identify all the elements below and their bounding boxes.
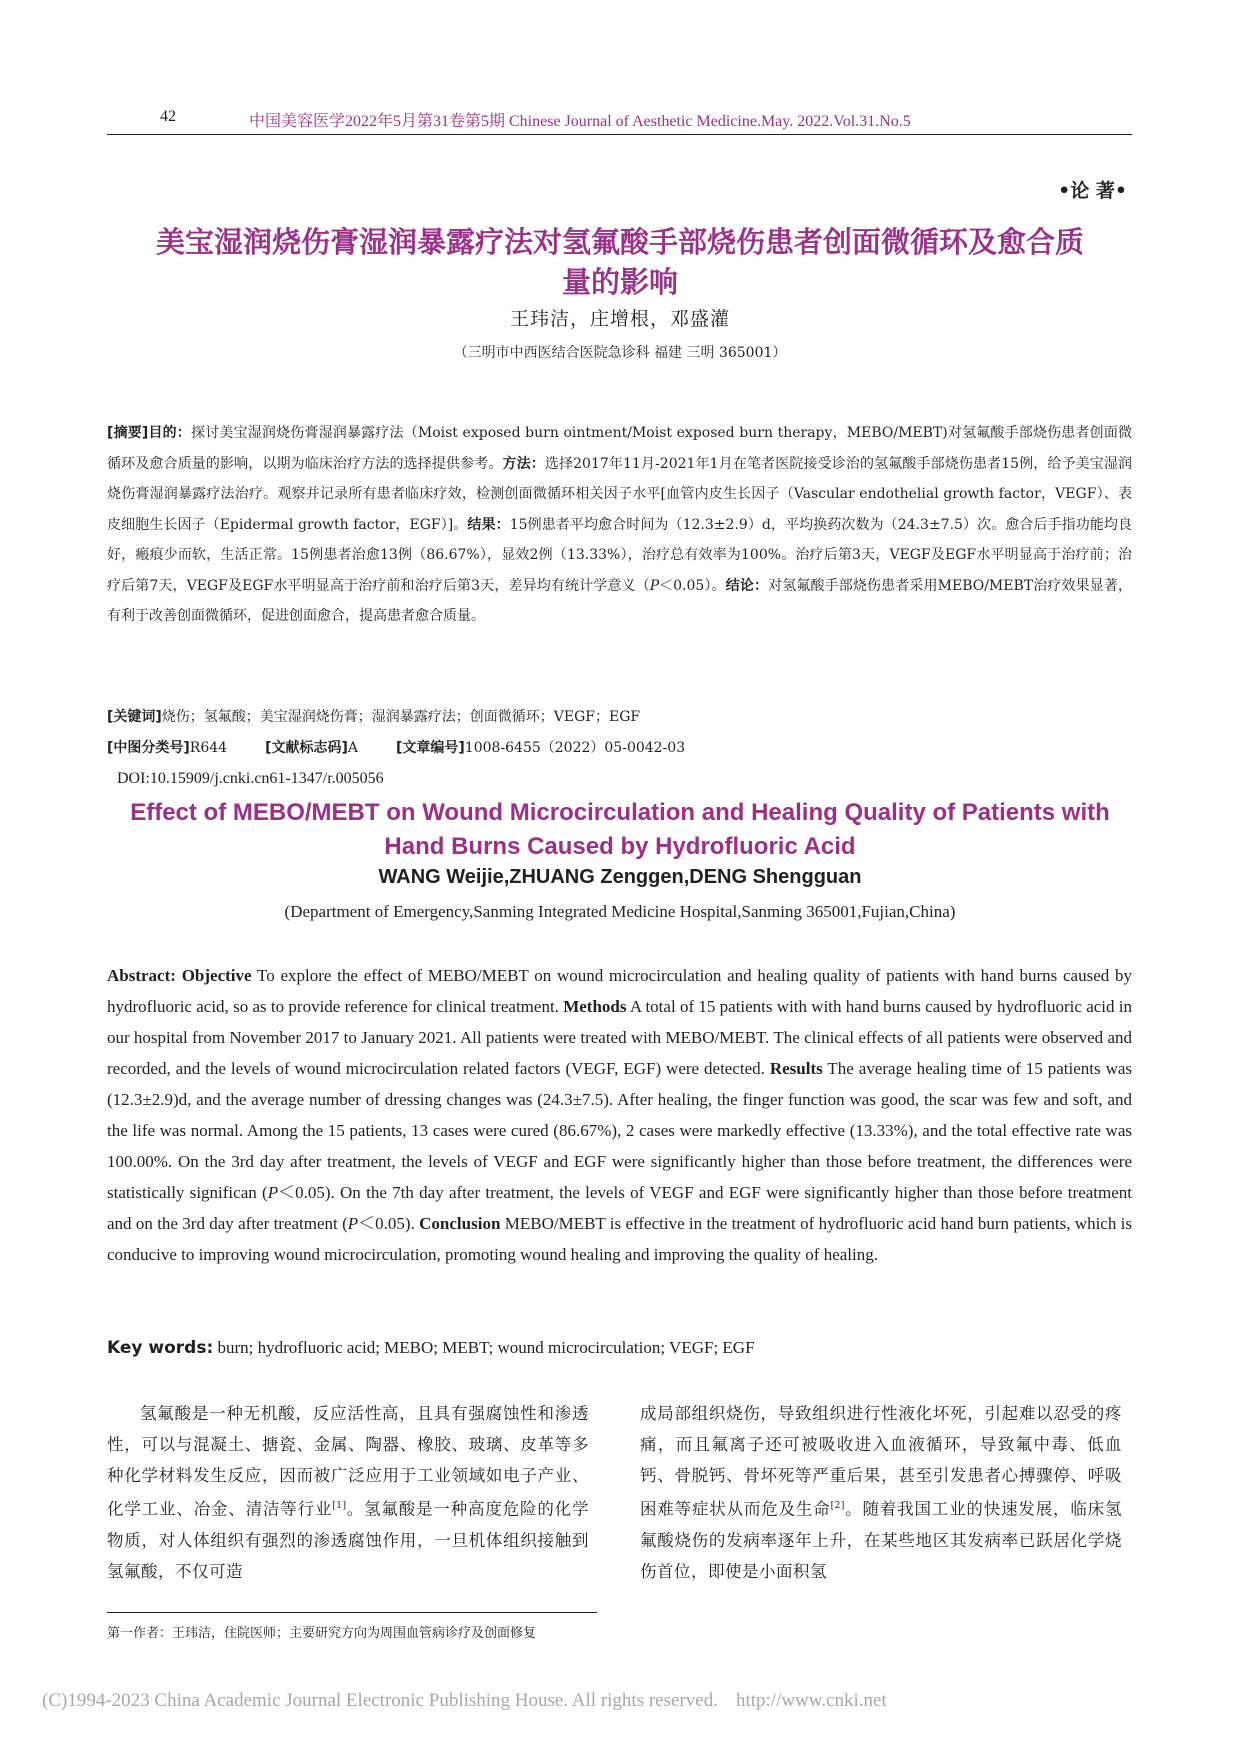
methods-en-label: Methods [563, 997, 627, 1016]
article-no-label: [文章编号] [395, 740, 465, 756]
body-column-left [107, 1398, 589, 1587]
doi[interactable]: DOI:10.15909/j.cnki.cn61-1347/r.005056 [117, 770, 384, 787]
copyright-text: (C)1994-2023 China Academic Journal Electronic Publishing House. All rights reserved. [42, 1690, 718, 1711]
body-right-text-b: 。随着我国工业的快速发展，临床氢氟酸烧伤的发病率逐年上升，在某些地区其发病率已跃居化学烧伤首位，即使是小面积氢 [640, 1499, 1123, 1581]
keywords-zh-label: [关键词] [107, 709, 162, 725]
keywords-en-text: burn; hydrofluoric acid; MEBO; MEBT; wound microcirculation; VEGF; EGF [217, 1338, 755, 1357]
objective-zh-label: 目的： [148, 425, 192, 441]
keywords-en-label: Key words: [107, 1338, 214, 1358]
objective-en-text: To explore the effect of MEBO/MEBT on wound microcirculation and healing quality of patients with hand burns caused by hydrofluoric acid, so as to provide reference for clinical treatment. [107, 966, 1133, 1016]
results-en-label: Results [769, 1059, 823, 1078]
running-head [107, 104, 1132, 135]
conclusion-zh-text: 对氢氟酸手部烧伤患者采用MEBO/MEBT治疗效果显著，有利于改善创面微循环，促进创面愈合，提高患者愈合质量。 [107, 577, 1132, 624]
objective-en-label: Objective [181, 966, 252, 985]
journal-citation: 中国美容医学2022年5月第31卷第5期 Chinese Journal of Aesthetic Medicine.May. 2022.Vol.31.No.5 [249, 113, 911, 130]
page-number: 42 [160, 108, 176, 125]
keywords-en [107, 1338, 1132, 1358]
footnote-divider [107, 1612, 597, 1613]
objective-zh-text: 探讨美宝湿润烧伤膏湿润暴露疗法（Moist exposed burn ointment/Moist exposed burn therapy，MEBO/MEBT)对氢氟酸手部烧伤患者创面微循环及愈合质量的影响，以期为临床治疗方法的选择提供参考。 [107, 425, 1133, 472]
title-en [100, 796, 1140, 864]
abstract-zh-label: [摘要] [107, 425, 149, 441]
body-left-text-a: 氢氟酸是一种无机酸，反应活性高，且具有强腐蚀性和渗透性，可以与混凝土、搪瓷、金属、陶器、橡胶、玻璃、皮革等多种化学材料发生反应，因而被广泛应用于工业领域如电子产业、化学工业、冶金、清洁等行业 [107, 1404, 589, 1519]
affiliation-en: (Department of Emergency,Sanming Integrated Medicine Hospital,Sanming 365001,Fujian,China) [284, 902, 956, 921]
p-value-symbol-1: P [267, 1183, 279, 1202]
clc-value: R644 [189, 740, 228, 756]
section-tag: •论 著• [1058, 180, 1127, 202]
reference-1[interactable]: [1] [332, 1501, 347, 1511]
abstract-en-label: Abstract: [107, 966, 176, 985]
authors-zh: 王玮洁，庄增根，邓盛灌 [509, 308, 730, 330]
title-en-line-2: Hand Burns Caused by Hydrofluoric Acid [384, 833, 856, 860]
results-zh-end: ＜0.05）。 [659, 577, 726, 594]
conclusion-en-label: Conclusion [419, 1214, 501, 1233]
methods-zh-label: 方法： [502, 455, 545, 472]
doc-code-label: [文献标志码] [265, 740, 348, 756]
article-no-value: 1008-6455（2022）05-0042-03 [464, 740, 686, 756]
title-zh [100, 222, 1140, 302]
cnki-link[interactable]: http://www.cnki.net [735, 1690, 887, 1711]
methods-zh-text: 选择2017年11月-2021年1月在笔者医院接受诊治的氢氟酸手部烧伤患者15例，给予美宝湿润烧伤膏湿润暴露疗法治疗。观察并记录所有患者临床疗效，检测创面微循环相关因子水平[血管内皮生长因子（Vascular endothelial growth factor，VEGF）、表皮细胞生长因子（Epidermal growth factor，EGF）]。 [107, 455, 1133, 533]
authors-en: WANG Weijie,ZHUANG Zenggen,DENG Shengguan [378, 866, 862, 888]
methods-en-text: A total of 15 patients with with hand burns caused by hydrofluoric acid in our hospital from November 2017 to January 2021. All patients were treated with MEBO/MEBT. The clinical effects of all patients were observed and recorded, and the levels of wound microcirculation related factors (VEGF, EGF) were detected. [107, 997, 1133, 1078]
classification-row [107, 737, 1132, 757]
clc-label: [中图分类号] [107, 740, 190, 756]
keywords-zh-text: 烧伤；氢氟酸；美宝湿润烧伤膏；湿润暴露疗法；创面微循环；VEGF；EGF [161, 709, 641, 725]
author-footnote: 第一作者：王玮洁，住院医师；主要研究方向为周围血管病诊疗及创面修复 [107, 1626, 537, 1641]
results-en-text-a: The average healing time of 15 patients was (12.3±2.9)d, and the average number of dressing changes was (24.3±7.5). After healing, the finger function was good, the scar was few and soft, and the life was normal. Among the 15 patients, 13 cases were cured (86.67%), 2 cases were markedly effective (13.33%), and the total effective rate was 100.00%. On the 3rd day after treatment, the levels of VEGF and EGF were significantly higher than those before treatment, the differences were statistically significan ( [107, 1059, 1133, 1202]
affiliation-zh: （三明市中西医结合医院急诊科 福建 三明 365001） [453, 345, 787, 361]
conclusion-zh-label: 结论： [725, 577, 769, 594]
results-en-text-b: ＜0.05). On the 7th day after treatment, the levels of VEGF and EGF were significantly higher than those before treatment and on the 3rd day after treatment ( [107, 1183, 1133, 1233]
body-left-text-b: 。氢氟酸是一种高度危险的化学物质，对人体组织有强烈的渗透腐蚀作用，一旦机体组织接触到氢氟酸，不仅可造 [107, 1499, 590, 1581]
results-zh-text: 15例患者平均愈合时间为（12.3±2.9）d，平均换药次数为（24.3±7.5）次。愈合后手指功能均良好，瘢痕少而软，生活正常。15例患者治愈13例（86.67%），显效2例（13.33%），治疗总有效率为100%。治疗后第3天，VEGF及EGF水平明显高于治疗前；治疗后第7天，VEGF及EGF水平明显高于治疗前和治疗后第3天，差异均有统计学意义（ [107, 516, 1133, 594]
reference-2[interactable]: [2] [830, 1501, 845, 1511]
p-value-symbol: P [649, 577, 660, 594]
title-zh-line-1: 美宝湿润烧伤膏湿润暴露疗法对氢氟酸手部烧伤患者创面微循环及愈合质 [155, 225, 1084, 259]
p-value-symbol-2: P [347, 1214, 359, 1233]
doc-code-value: A [347, 740, 358, 756]
body-right-text-a: 成局部组织烧伤，导致组织进行性液化坏死，引起难以忍受的疼痛，而且氟离子还可被吸收进入血液循环，导致氟中毒、低血钙、骨脱钙、骨坏死等严重后果，甚至引发患者心搏骤停、呼吸困难等症状从而危及生命 [640, 1404, 1122, 1519]
title-zh-line-2: 量的影响 [561, 265, 678, 299]
title-en-line-1: Effect of MEBO/MEBT on Wound Microcirculation and Healing Quality of Patients with [130, 799, 1110, 826]
body-column-right [640, 1398, 1122, 1587]
keywords-zh [107, 706, 1132, 726]
abstract-zh [107, 418, 1132, 632]
abstract-en [107, 960, 1132, 1270]
copyright-watermark [42, 1690, 887, 1712]
results-zh-label: 结果： [467, 516, 510, 533]
results-en-text-c: ＜0.05). [358, 1214, 415, 1233]
conclusion-en-text: MEBO/MEBT is effective in the treatment of hydrofluoric acid hand burn patients, which is conducive to improving wound microcirculation, promoting wound healing and improving the quality of healing. [107, 1214, 1133, 1264]
